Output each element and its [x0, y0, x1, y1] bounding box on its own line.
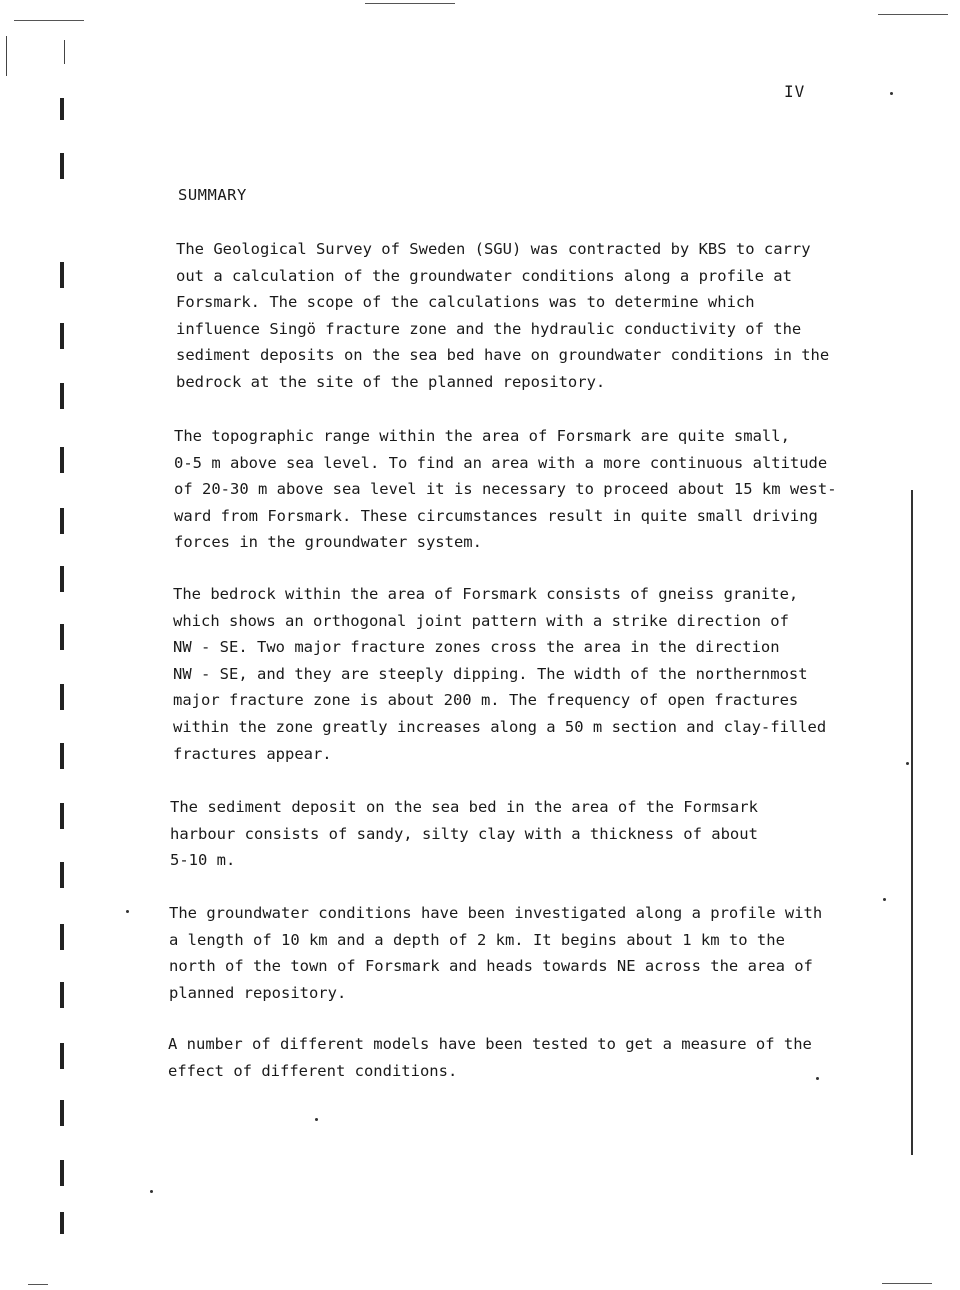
scan-margin-mark [60, 262, 64, 288]
page-number: IV [784, 82, 806, 101]
text-line: NW - SE, and they are steeply dipping. The width of the northernmost [173, 664, 808, 683]
scan-top-line [365, 3, 455, 4]
text-line: Forsmark. The scope of the calculations was to determine which [176, 293, 755, 312]
scan-margin-mark [60, 98, 64, 120]
scan-corner-mark [64, 40, 65, 64]
scan-top-line [14, 20, 84, 21]
text-line: NW - SE. Two major fracture zones cross the area in the direction [173, 638, 780, 657]
scan-margin-mark [60, 624, 64, 650]
text-line: north of the town of Forsmark and heads towards NE across the area of [169, 957, 813, 976]
scan-right-line [911, 490, 913, 1155]
text-line: planned repository. [169, 983, 347, 1002]
text-line: harbour consists of sandy, silty clay with a thickness of about [170, 824, 758, 843]
scan-margin-mark [60, 1212, 64, 1234]
text-line: The bedrock within the area of Forsmark consists of gneiss granite, [173, 585, 799, 603]
scan-speck [883, 898, 886, 901]
scan-margin-mark [60, 1160, 64, 1186]
text-line: effect of different conditions. [168, 1061, 458, 1080]
text-line: The groundwater conditions have been investigated along a profile with [169, 904, 823, 922]
text-line: of 20-30 m above sea level it is necessary to proceed about 15 km west- [174, 480, 837, 499]
paragraph-models [168, 1031, 812, 1084]
text-line: The topographic range within the area of Forsmark are quite small, [174, 427, 790, 445]
scan-margin-mark [60, 1043, 64, 1069]
scan-margin-mark [60, 566, 64, 592]
paragraph-groundwater [169, 900, 822, 1006]
text-line: The sediment deposit on the sea bed in the area of the Formsark [170, 798, 758, 816]
scan-speck [890, 92, 893, 95]
text-line: The Geological Survey of Sweden (SGU) was contracted by KBS to carry [176, 240, 811, 258]
paragraph-bedrock [173, 581, 826, 767]
paragraph-sediment [170, 794, 758, 874]
scan-bottom-line [28, 1284, 48, 1285]
text-line: a length of 10 km and a depth of 2 km. It begins about 1 km to the [169, 930, 785, 949]
scan-margin-mark [60, 924, 64, 950]
scan-margin-mark [60, 447, 64, 473]
scan-margin-mark [60, 862, 64, 888]
scan-speck [150, 1190, 153, 1193]
scan-margin-mark [60, 323, 64, 349]
scan-bottom-line [882, 1283, 932, 1284]
text-line: bedrock at the site of the planned repository. [176, 372, 606, 391]
scan-margin-mark [60, 684, 64, 710]
text-line: ward from Forsmark. These circumstances result in quite small driving [174, 506, 818, 525]
text-line: influence Singö fracture zone and the hydraulic conductivity of the [176, 319, 802, 338]
text-line: fractures appear. [173, 744, 332, 763]
scan-speck [816, 1077, 819, 1080]
text-line: A number of different models have been tested to get a measure of the [168, 1035, 812, 1053]
text-line: which shows an orthogonal joint pattern with a strike direction of [173, 611, 789, 630]
text-line: 0-5 m above sea level. To find an area with a more continuous altitude [174, 453, 828, 472]
scan-top-line [878, 14, 948, 15]
scan-margin-mark [60, 1100, 64, 1126]
scan-margin-mark [60, 508, 64, 534]
paragraph-intro [176, 236, 829, 396]
scan-margin-mark [60, 803, 64, 829]
scan-speck [315, 1118, 318, 1121]
scan-speck [126, 910, 129, 913]
text-line: sediment deposits on the sea bed have on groundwater conditions in the [176, 346, 830, 365]
summary-heading: SUMMARY [178, 186, 247, 204]
text-line: within the zone greatly increases along a 50 m section and clay-filled [173, 717, 827, 736]
scan-margin-mark [60, 743, 64, 769]
scan-margin-mark [60, 982, 64, 1008]
scan-margin-mark [60, 383, 64, 409]
text-line: 5-10 m. [170, 851, 236, 870]
scan-speck [906, 762, 909, 765]
scan-margin-mark [60, 153, 64, 179]
text-line: out a calculation of the groundwater conditions along a profile at [176, 266, 792, 285]
text-line: major fracture zone is about 200 m. The frequency of open fractures [173, 691, 799, 710]
text-line: forces in the groundwater system. [174, 533, 482, 552]
paragraph-topography [174, 423, 837, 556]
scan-corner-mark [6, 36, 7, 76]
